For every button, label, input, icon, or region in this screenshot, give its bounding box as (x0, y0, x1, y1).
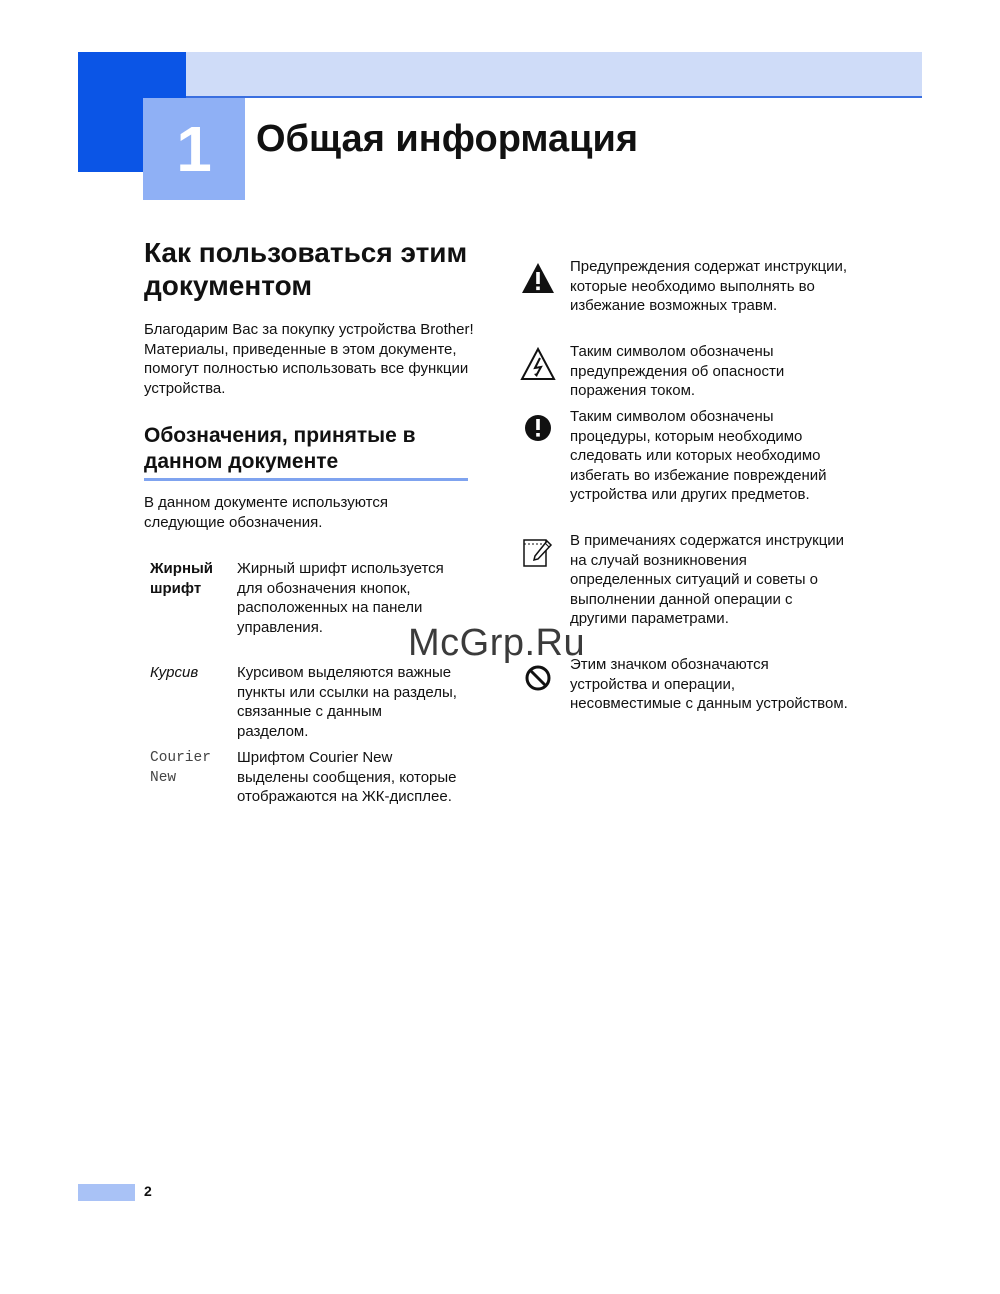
electric-hazard-icon (520, 346, 556, 382)
subsection-title: Обозначения, принятые в данном документе (144, 424, 416, 473)
subsection-intro: В данном документе используются следующие обозначения. (144, 494, 388, 531)
chapter-number-box: 1 (143, 98, 245, 200)
page-number: 2 (144, 1183, 152, 1199)
section-title: Как пользоваться этим документом (144, 237, 468, 301)
section-intro: Благодарим Вас за покупку устройства Brother! Материалы, приведенные в этом документе, помогут полностью использовать все функции устройства. (144, 321, 474, 397)
symbol-text-note: В примечаниях содержатся инструкции на случай возникновения определенных ситуаций и советы о выполнении данной операции с другими параметрами. (570, 532, 845, 628)
convention-desc-italic: Курсивом выделяются важные пункты или ссылки на разделы, связанные с данным разделом. (237, 664, 457, 740)
watermark: McGrp.Ru (408, 622, 586, 664)
symbol-text-caution: Таким символом обозначены процедуры, которым необходимо следовать или которых необходимо избегать во избежание повреждений устройства или других предметов. (570, 408, 827, 504)
chapter-title: Общая информация (256, 118, 639, 160)
header-rule (186, 96, 922, 98)
convention-term-courier: Courier New (150, 750, 211, 786)
convention-term-bold: Жирный шрифт (150, 560, 214, 597)
prohibited-icon (520, 660, 556, 696)
subsection-rule (144, 478, 468, 481)
note-icon (520, 535, 556, 571)
symbol-text-electric: Таким символом обозначены предупреждения об опасности поражения током. (570, 343, 785, 400)
footer-bar (78, 1184, 135, 1201)
convention-term-italic: Курсив (150, 664, 199, 681)
symbol-text-prohibited: Этим значком обозначаются устройства и операции, несовместимые с данным устройством. (570, 656, 848, 713)
symbol-text-warning: Предупреждения содержат инструкции, которые необходимо выполнять во избежание возможных травм. (570, 258, 848, 315)
convention-desc-courier: Шрифтом Courier New выделены сообщения, которые отображаются на ЖК-дисплее. (237, 749, 457, 806)
header-band (186, 52, 922, 98)
warning-icon (520, 260, 556, 296)
caution-icon (520, 410, 556, 446)
convention-desc-bold: Жирный шрифт используется для обозначения кнопок, расположенных на панели управления. (237, 560, 444, 636)
